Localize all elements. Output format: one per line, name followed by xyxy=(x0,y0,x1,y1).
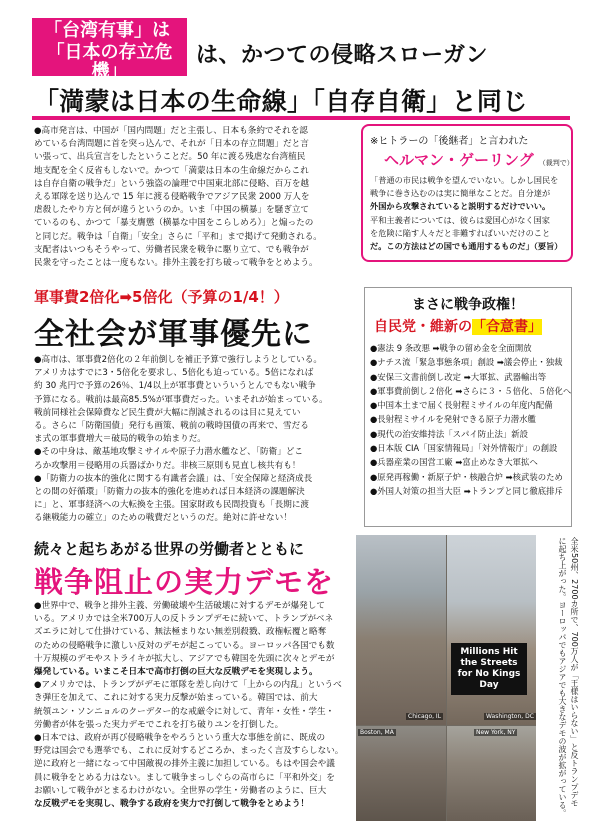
city-label-washington: Washington, DC xyxy=(486,713,534,720)
section2-kicker: 軍事費2倍化➡5倍化（予算の1/4！） xyxy=(34,288,289,306)
agreement-list-box xyxy=(364,287,572,527)
headline-suffix: は、かつての侵略スローガン xyxy=(196,43,489,68)
badge-line1: 「台湾有事」は xyxy=(44,20,170,41)
text-line: ●高市は、軍事費2倍化の２年前倒しを補正予算で強行しようとしている。 xyxy=(34,355,322,365)
text-line: 十万規模のデモやストライキが拡大し、アジアでも韓国を先頭に次々とデモが xyxy=(34,653,335,664)
text-line: 虐殺したやり方と何が違うというのか。いま「中国の横暴」を騒ぎ立て xyxy=(34,205,310,216)
text-line: ●アメリカでは、トランプがデモに軍隊を差し向けて「上からの内乱」というべ xyxy=(34,680,342,691)
text-line: 野党は国会でも選挙でも、これに反対するどころか、まったく言及すらしない。 xyxy=(34,746,344,757)
text-line: 爆発している。いまこそ日本で高市打倒の巨大な反戦デモを実現しよう。 xyxy=(34,667,318,678)
quote-line: を危険に陥す人々だと非難すればいいだけのこと xyxy=(370,227,551,238)
text-line: 統領ユン・ソンニョルのクーデター的な戒厳令に対して、青年・女性・学生・ xyxy=(34,706,335,717)
main-title: 「満蒙は日本の生命線」「自存自衛」と同じ xyxy=(34,87,528,116)
quote-line: 外国から攻撃されていると説明するだけでいい。 xyxy=(370,201,551,212)
text-line: 員に戦争をとめる力はない。まして戦争まっしぐらの高市らに「平和外交」を xyxy=(34,772,335,783)
list-item: ●外国人対策の担当大臣 ➡トランプと同じ徹底排斥 xyxy=(370,485,563,496)
list-item: ●憲法 9 条改悪 ➡戦争の留め金を全面開放 xyxy=(370,343,532,353)
list-item: ●原発再稼働・新原子炉・核融合炉 ➡核武装のため xyxy=(370,471,563,482)
headline-badge xyxy=(32,18,187,82)
text-line: 約 30 兆円で予算の26％、1/4以上が軍事費といういうとんでもない戦争 xyxy=(34,381,316,392)
photo-chicago xyxy=(356,535,446,725)
list-item: ●現代の治安維持法「スパイ防止法」新設 xyxy=(370,428,529,439)
quote-line: 平和主義者については、彼らは愛国心がなく国家 xyxy=(370,214,550,225)
agreement-list xyxy=(370,341,572,498)
text-line: 支配者はいつもそうやって、労働者民衆を戦争に駆り立て、でも戦争が xyxy=(34,244,309,255)
section3-kicker: 続々と起ちあがる世界の労働者とともに xyxy=(34,540,305,558)
text-line: 逆に政府と一緒になって中国敵視の排外主義に加担している。もはや国会や議 xyxy=(34,759,335,770)
text-line: と同じだ。戦争は「自衛」「安全」さらに「平和」まで掲げて発動される。 xyxy=(34,231,322,242)
photo-boston xyxy=(356,726,446,821)
text-line: 地支配を全く反省もしないで。かつて「満蒙は日本の生命線だからこれ xyxy=(34,165,309,176)
title-rule xyxy=(32,116,570,120)
text-line: に」と、軍事経済への大転換を主張。国家財政も民間投資も「長期に渡 xyxy=(34,500,310,511)
quote-line: 戦争に巻き込むのは実に簡単なことだ。自分達が xyxy=(370,188,551,199)
text-line: ●その中身は、敵基地攻撃ミサイルや原子力潜水艦など、「防衛」どこ xyxy=(34,447,304,458)
protest-photo-collage xyxy=(356,535,536,821)
text-line: ●日本では、政府が再び侵略戦争をやろうという重大な事態を前に、既成の xyxy=(34,733,326,744)
caption-line2: に起ち上がった。ヨーロッパでもアジアでも大きなデモの波が拡がっている。 xyxy=(558,537,567,817)
list-item: ●軍事費前倒し２倍化 ➡さらに３・５倍化、５倍化へ xyxy=(370,385,572,396)
city-label-newyork: New York, NY xyxy=(476,729,516,736)
section2-paragraph xyxy=(34,354,354,526)
list-item: ●安保三文書前倒し改定 ➡大軍拡、武器輸出等 xyxy=(370,371,547,382)
badge-line2: 「日本の存立危機」 xyxy=(46,41,173,82)
text-line: る。さらに「防衛国債」発行も画策、戦前の戦時国債の再来で、雪だる xyxy=(34,421,309,432)
text-line: は自存自衛の戦争だ」という強盗の論理で中国東北部に侵略、百万を越 xyxy=(34,178,310,189)
list-item: ●ナチス流「緊急事態条項」創設 ➡議会停止・独裁 xyxy=(370,357,563,368)
quote-box xyxy=(361,124,573,262)
text-line: 労働者が体を張った実力デモでこれを打ち破りユンを打倒した。 xyxy=(34,719,284,730)
list-item: ●兵器産業の国営工廠 ➡富止めなき大軍拡へ xyxy=(370,457,538,468)
text-line: い張って、出兵宣言をしたということだ。50 年に渡る残虐な台湾植民 xyxy=(34,152,306,163)
text-line: お願いして戦争がとまるわけがない。全世界の学生・労働者のように、巨大 xyxy=(34,785,327,796)
list-item: ●長射程ミサイルを発射できる原子力潜水艦 xyxy=(370,414,536,425)
text-line: ているのも、かつて「暴支膺懲（横暴な中国をこらしめろ）」と煽ったの xyxy=(34,218,314,229)
text-line: 予算になる。戦前は最高85.5%が軍事費だった。いまそれが始まっている。 xyxy=(34,394,328,405)
text-line: めている台湾問題に首を突っ込んで、それが「日本の存立問題」だと言 xyxy=(34,139,309,150)
text-line: える軍隊を送り込んで 15 年に渡る侵略戦争でアジア民衆 2000 万人を xyxy=(34,192,310,203)
caption-line1: 全米50州、2700カ所で、700万人が「王様はいらない」と反トランプデモ xyxy=(570,537,579,807)
quote-name: ヘルマン・ゲーリング xyxy=(384,151,534,169)
section3-title: 戦争阻止の実力デモを xyxy=(34,565,335,599)
quote-intro: ※ヒトラーの「後継者」と言われた xyxy=(370,136,529,147)
list-title-b: 「合意書」 xyxy=(472,319,542,335)
text-line: 民衆を守ったことは一度もない。排外主義を打ち破って戦争をとめよう。 xyxy=(34,258,318,269)
quote-line: だ。この方法はどの国でも通用するものだ」（要旨） xyxy=(370,241,563,252)
city-label-boston: Boston, MA xyxy=(360,729,394,736)
section1-paragraph xyxy=(34,125,354,270)
text-line: ズエラに対して仕掛けている、無法極まりない無差別殺戮、政権転覆と略奪 xyxy=(34,627,327,638)
photo-washington xyxy=(447,535,536,725)
text-line: な反戦デモを実現し、戦争する政府を実力で打倒して戦争をとめよう！ xyxy=(34,799,310,810)
section3-paragraph xyxy=(34,600,354,811)
list-item: ●日本版 CIA「国家情報局」「対外情報庁」の創設 xyxy=(370,443,558,454)
quote-note: （裁判で） xyxy=(538,159,574,167)
city-label-chicago: Chicago, IL xyxy=(408,713,442,720)
quote-line: 「普通の市民は戦争を望んでいない。しかし国民を xyxy=(370,175,559,185)
photo-caption xyxy=(540,537,580,821)
list-title-a: 自民党・維新の xyxy=(374,319,472,335)
text-line: ●「防衛力の抜本的強化に関する有識者会議」は、「安全保障と経済成長 xyxy=(34,473,313,484)
section2-title: 全社会が軍事優先に xyxy=(34,317,313,352)
list-item: ●中国本土まで届く長射程ミサイルの年度内配備 xyxy=(370,400,553,411)
text-line: る継戦能力の確立」のための戦費だというのだ。絶対に許せない！ xyxy=(34,513,292,524)
text-line: き弾圧を加えて、これに対する実力反撃が始まっている。韓国では、前大 xyxy=(34,693,318,704)
text-line: 戦前同様社会保障費など民生費が大幅に削減されるのは目に見えてい xyxy=(34,407,301,418)
photo-newyork xyxy=(447,726,536,821)
text-line: のための侵略戦争に激しい反対のデモが起こっている。ヨーロッパ各国でも数 xyxy=(34,640,335,651)
text-line: ●高市発言は、中国が「国内問題」だと主張し、日本も条約でそれを認 xyxy=(34,126,308,136)
text-line: アメリカはすでに3・5倍化を要求し、5倍化も迫っている。5倍になれば xyxy=(34,368,314,379)
text-line: ま式の軍事費増大＝破局的戦争の始まりだ。 xyxy=(34,434,206,445)
text-line: ●世界中で、戦争と排外主義、労働破壊や生活破壊に対するデモが爆発して xyxy=(34,601,325,611)
photo-banner: Millions Hit the Streets for No Kings Day xyxy=(451,643,527,695)
quote-text xyxy=(370,174,564,253)
text-line: との間の好循環」「防衛力の抜本的強化を進めれば日本経済の課題解決 xyxy=(34,487,305,498)
list-pre-title: まさに戦争政権！ xyxy=(412,297,524,313)
text-line: いる。アメリカでは全米700万人の反トランプデモに続いて、トランプがベネ xyxy=(34,614,334,625)
list-title xyxy=(370,316,566,336)
text-line: ろか攻撃用＝侵略用の兵器ばかりだ。非核三原則も見直し核共有も！ xyxy=(34,460,301,471)
